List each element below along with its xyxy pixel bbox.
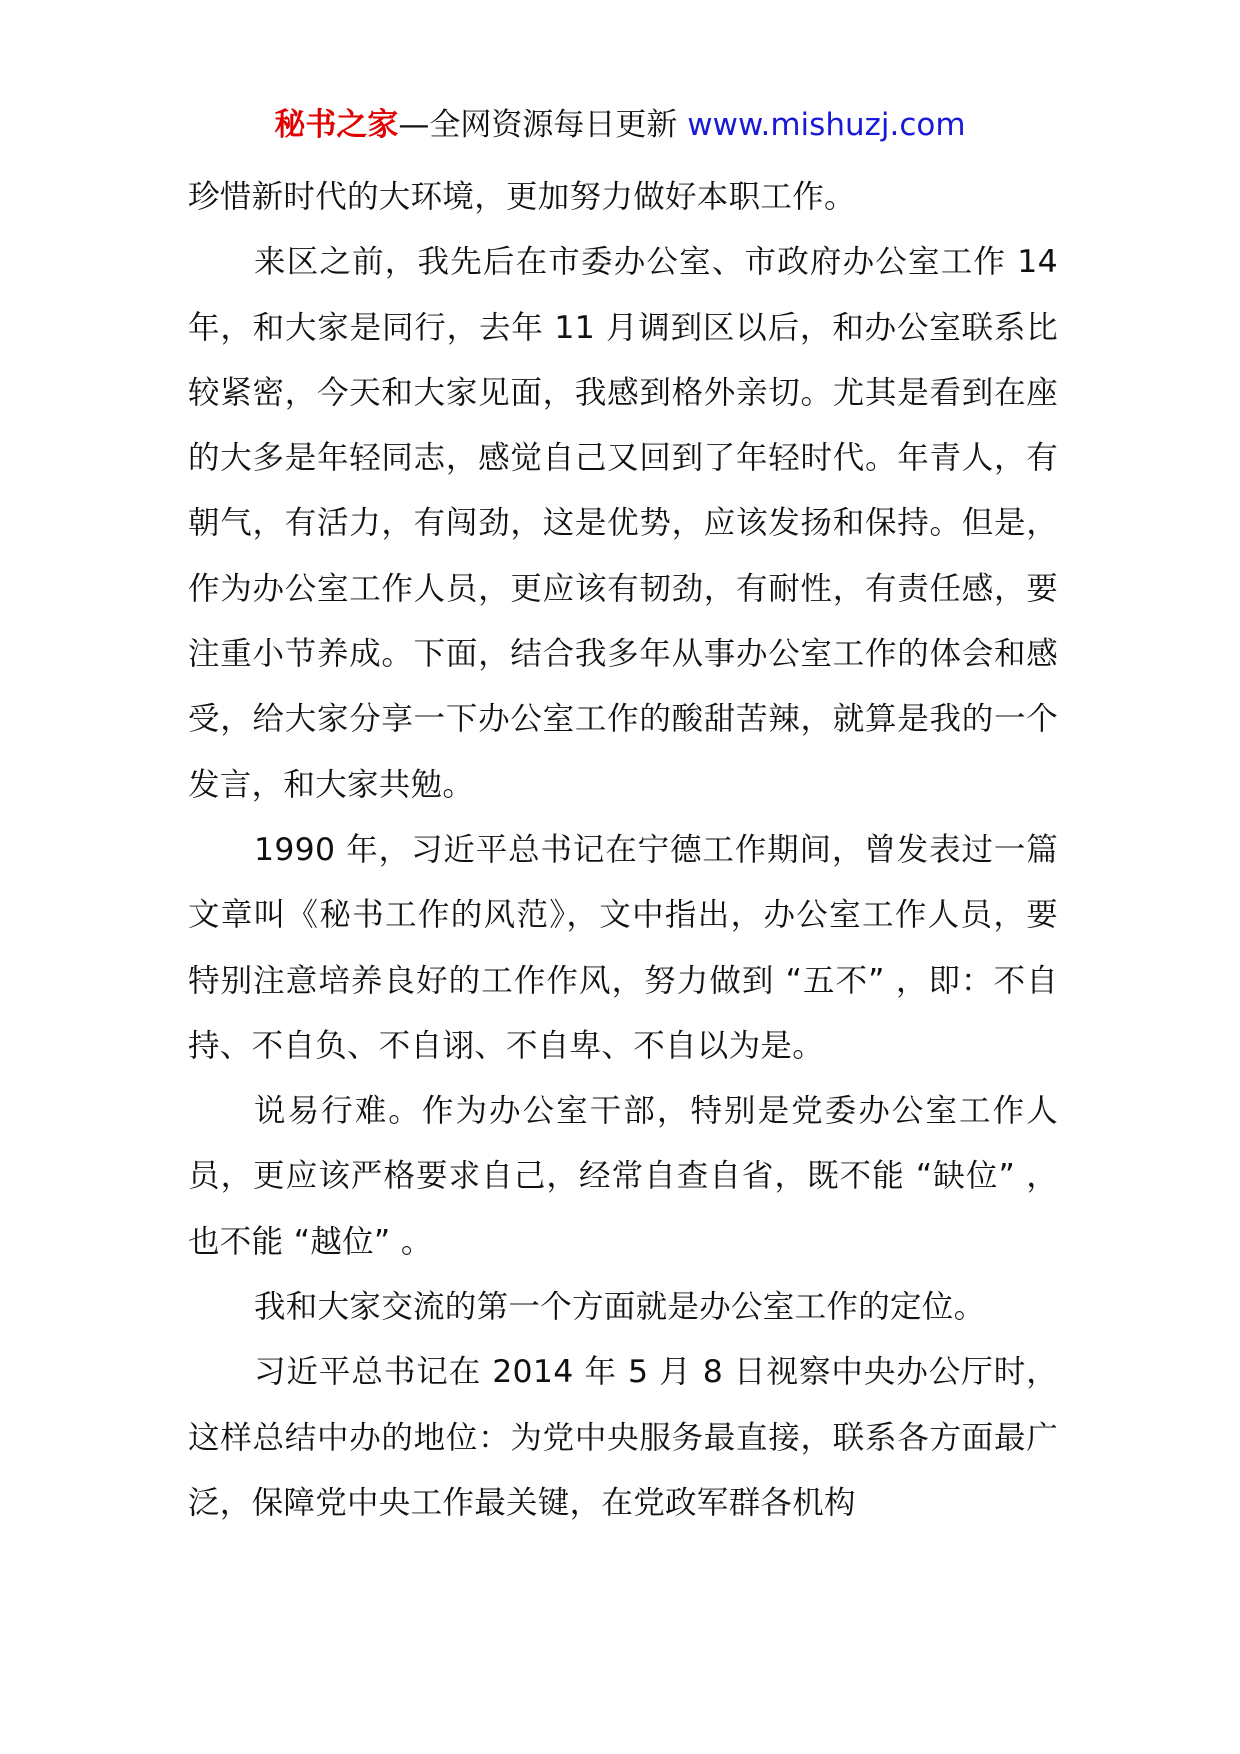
paragraph: 珍惜新时代的大环境，更加努力做好本职工作。	[188, 179, 856, 215]
paragraph: 来区之前，我先后在市委办公室、市政府办公室工作 14 年，和大家是同行，去年 11 月调到区以后，和办公室联系比较紧密，今天和大家见面，我感到格外亲切。尤其是看到在座的大多是年轻同志，感觉自己又回到了年轻时代。年青人，有朝气，有活力，有闯劲，这是优势，应该发扬和保持。但是，作为办公室工作人员，更应该有韧劲，有耐性，有责任感，要注重小节养成。下面，结合我多年从事办公室工作的体会和感受，给大家分享一下办公室工作的酸甜苦辣，就算是我的一个发言，和大家共勉。	[188, 244, 1058, 803]
page-header	[0, 98, 1240, 152]
website-link[interactable]: www.mishuzj.com	[687, 107, 966, 143]
paragraph: 我和大家交流的第一个方面就是办公室工作的定位。	[254, 1289, 986, 1326]
brand-name: 秘书之家	[274, 107, 399, 143]
header-slogan: —全网资源每日更新	[398, 107, 688, 143]
paragraph: 习近平总书记在 2014 年 5 月 8 日视察中央办公厅时，这样总结中办的地位：为党中央服务最直接，联系各方面最广泛，保障党中央工作最关键，在党政军群各机构	[188, 1354, 1058, 1521]
document-body	[188, 165, 1058, 1536]
paragraph: 1990 年，习近平总书记在宁德工作期间，曾发表过一篇文章叫《秘书工作的风范》，文中指出，办公室工作人员，要特别注意培养良好的工作作风，努力做到 “五不” ，即：不自持、不自负、不自诩、不自卑、不自以为是。	[188, 831, 1058, 1064]
paragraph: 说易行难。作为办公室干部，特别是党委办公室工作人员，更应该严格要求自己，经常自查自省，既不能 “缺位” ，也不能 “越位” 。	[188, 1093, 1058, 1260]
